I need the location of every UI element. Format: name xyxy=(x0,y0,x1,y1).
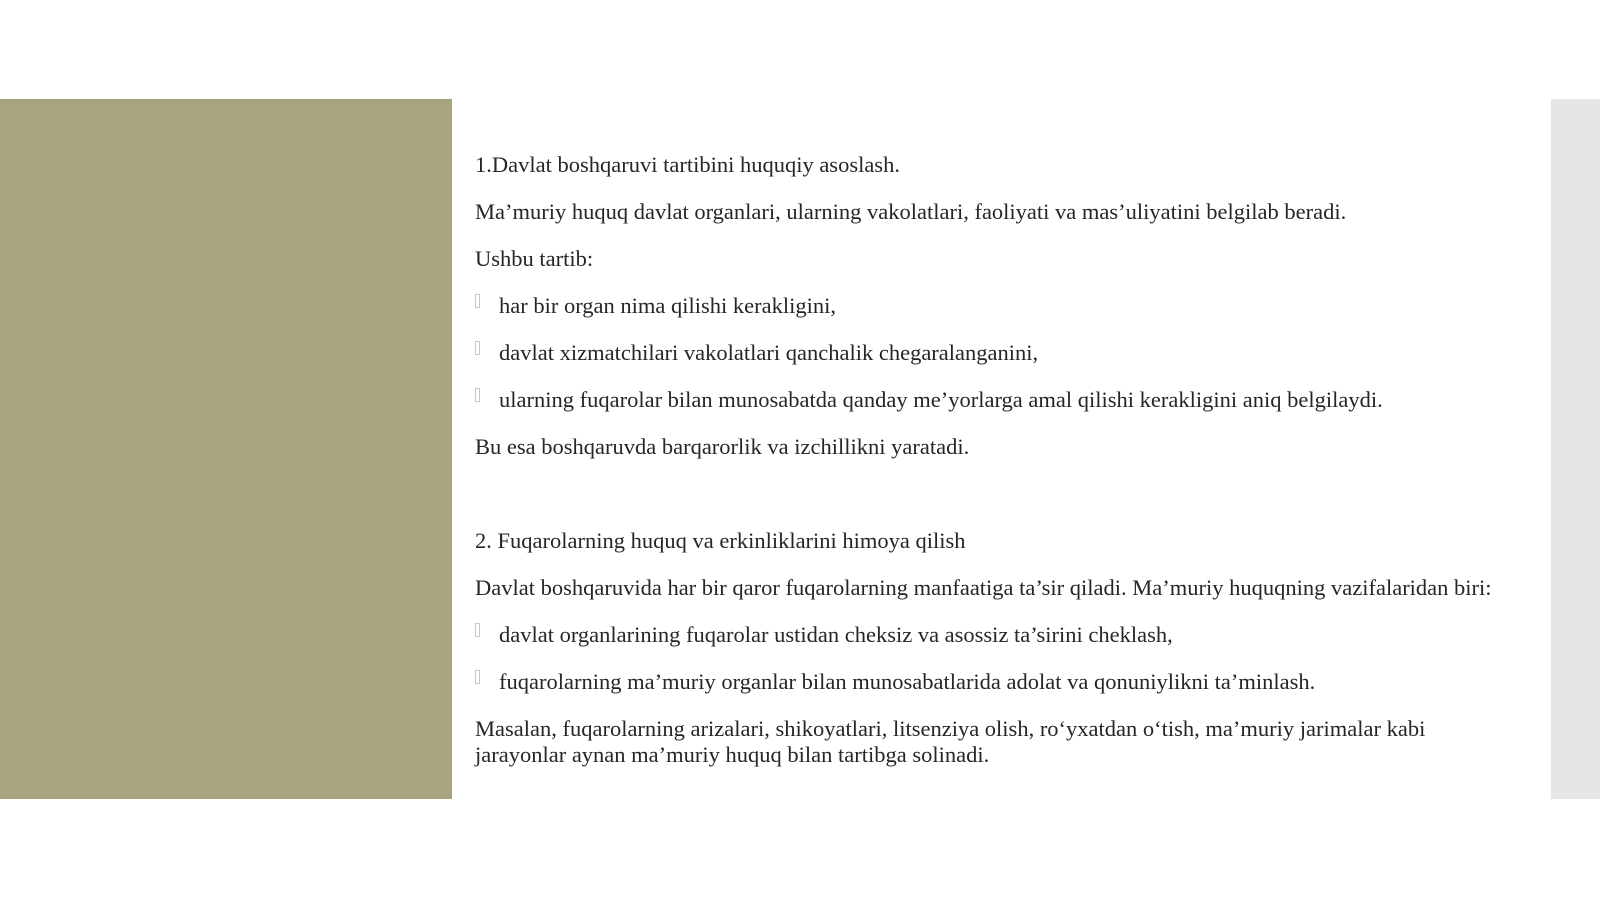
section1-conclusion: Bu esa boshqaruvda barqarorlik va izchillikni yaratadi. xyxy=(475,434,970,459)
list-item-text: har bir organ nima qilishi kerakligini, xyxy=(499,293,837,318)
bullet-icon xyxy=(475,294,480,308)
list-item-text: davlat organlarining fuqarolar ustidan cheksiz va asossiz ta’sirini cheklash, xyxy=(499,622,1173,647)
bullet-icon xyxy=(475,670,480,684)
section2-intro: Davlat boshqaruvida har bir qaror fuqarolarning manfaatiga ta’sir qiladi. Ma’muriy huquqning vazifalaridan biri: xyxy=(475,575,1492,600)
list-item xyxy=(475,293,1495,319)
left-decorative-panel xyxy=(0,99,452,799)
list-item xyxy=(475,340,1495,366)
section1-heading: 1.Davlat boshqaruvi tartibini huquqiy asoslash. xyxy=(475,152,900,177)
right-decorative-strip xyxy=(1551,99,1600,799)
bullet-icon xyxy=(475,623,480,637)
list-item-text: davlat xizmatchilari vakolatlari qanchalik chegaralanganini, xyxy=(499,340,1039,365)
list-item xyxy=(475,387,1495,413)
section1-intro: Ma’muriy huquq davlat organlari, ularning vakolatlari, faoliyati va mas’uliyatini belgilab beradi. xyxy=(475,199,1347,224)
section2-conclusion: Masalan, fuqarolarning arizalari, shikoyatlari, litsenziya olish, ro‘yxatdan o‘tish, ma’muriy jarimalar kabi jarayonlar aynan ma’muriy huquq bilan tartibga solinadi. xyxy=(475,716,1426,767)
list-item xyxy=(475,622,1495,648)
list-item-text: ularning fuqarolar bilan munosabatda qanday me’yorlarga amal qilishi kerakligini aniq belgilaydi. xyxy=(499,387,1383,412)
section1-lead: Ushbu tartib: xyxy=(475,246,594,271)
section2-heading: 2. Fuqarolarning huquq va erkinliklarini himoya qilish xyxy=(475,528,966,553)
list-item xyxy=(475,669,1495,695)
section-spacer xyxy=(475,481,1495,528)
bullet-icon xyxy=(475,341,480,355)
slide-content xyxy=(475,152,1495,789)
list-item-text: fuqarolarning ma’muriy organlar bilan munosabatlarida adolat va qonuniylikni ta’minlash. xyxy=(499,669,1316,694)
bullet-icon xyxy=(475,388,480,402)
